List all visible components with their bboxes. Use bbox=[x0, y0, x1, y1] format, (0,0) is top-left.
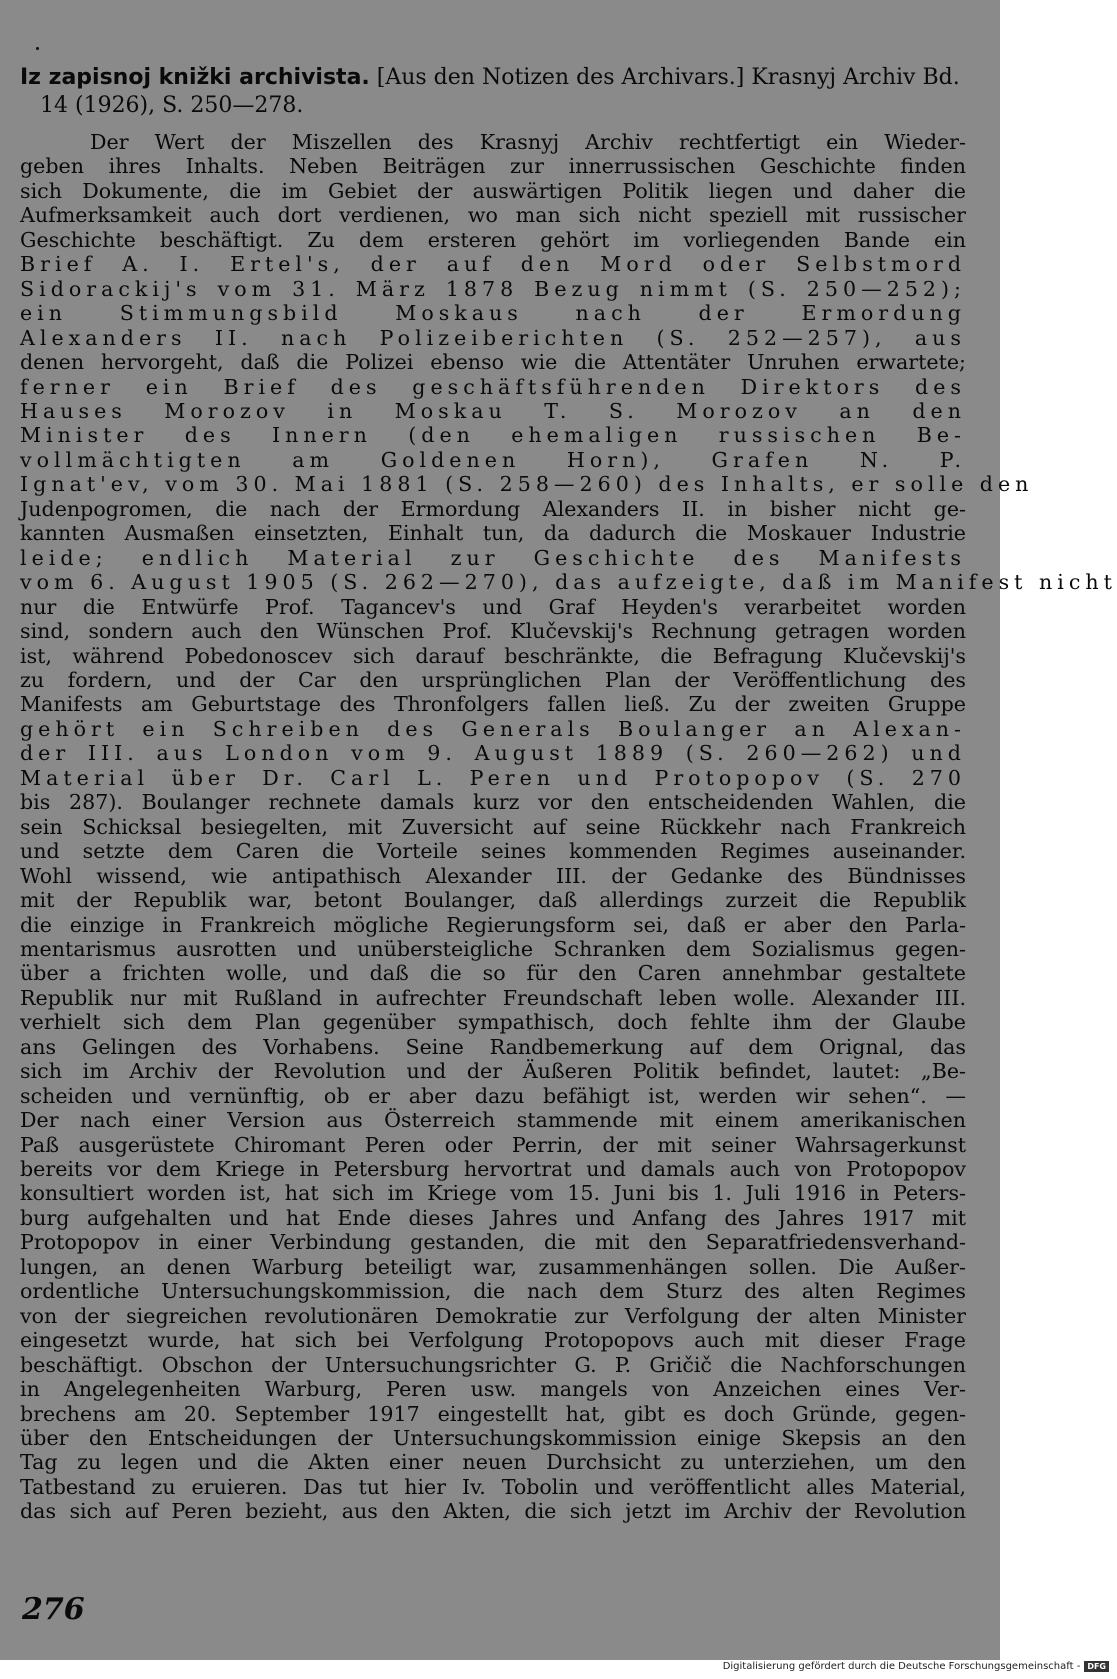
body-line: kannten Ausmaßen einsetzten, Einhalt tun, da dadurch die Moskauer Industrie bbox=[20, 521, 966, 546]
body-line: Judenpogromen, die nach der Ermordung Alexanders II. in bisher nicht ge- bbox=[20, 496, 966, 521]
footer-credit bbox=[723, 1661, 1109, 1672]
body-line: nur die Entwürfe Prof. Tagancev's und Graf Heyden's verarbeitet worden bbox=[20, 594, 966, 619]
body-line: mentarismus ausrotten und unübersteigliche Schranken dem Sozialismus gegen- bbox=[20, 936, 966, 961]
body-line: Paß ausgerüstete Chiromant Peren oder Perrin, der mit seiner Wahrsagerkunst bbox=[20, 1132, 966, 1157]
body-line: und setzte dem Caren die Vorteile seines kommenden Regimes auseinander. bbox=[20, 839, 966, 864]
body-line: in Angelegenheiten Warburg, Peren usw. mangels von Anzeichen eines Ver- bbox=[20, 1377, 966, 1402]
body-line: Material über Dr. Carl L. Peren und Protopopov (S. 270 bbox=[20, 765, 966, 790]
body-line: ein Stimmungsbild Moskaus nach der Ermordung bbox=[20, 301, 966, 326]
body-line: Geschichte beschäftigt. Zu dem ersteren gehört im vorliegenden Bande ein bbox=[20, 227, 966, 252]
body-line: denen hervorgeht, daß die Polizei ebenso wie die Attentäter Unruhen erwartete; bbox=[20, 350, 966, 375]
article-heading bbox=[20, 64, 966, 120]
body-line: zu fordern, und der Car den ursprünglichen Plan der Veröffentlichung des bbox=[20, 667, 966, 692]
body-line: Hauses Morozov in Moskau T. S. Morozov an den bbox=[20, 398, 966, 423]
page-number: 276 bbox=[22, 1592, 85, 1627]
body-line: über a frichten wolle, und daß die so für den Caren annehmbar gestaltete bbox=[20, 961, 966, 986]
body-line: Sidorackij's vom 31. März 1878 Bezug nimmt (S. 250—252); bbox=[20, 276, 966, 301]
body-line: bereits vor dem Kriege in Petersburg hervortrat und damals auch von Protopopov bbox=[20, 1157, 966, 1182]
body-line: über den Entscheidungen der Untersuchungskommission einige Skepsis an den bbox=[20, 1426, 966, 1451]
body-line: Brief A. I. Ertel's, der auf den Mord oder Selbstmord bbox=[20, 252, 966, 277]
body-line: Ignat'ev, vom 30. Mai 1881 (S. 258—260) des Inhalts, er solle den bbox=[20, 472, 1034, 497]
body-line: gehört ein Schreiben des Generals Boulanger an Alexan- bbox=[20, 716, 966, 741]
body-line: lungen, an denen Warburg beteiligt war, zusammenhängen sollen. Die Außer- bbox=[20, 1254, 966, 1279]
body-line: Aufmerksamkeit auch dort verdienen, wo man sich nicht speziell mit russischer bbox=[20, 203, 966, 228]
article-block bbox=[20, 64, 1117, 1524]
body-line: ans Gelingen des Vorhabens. Seine Randbemerkung auf dem Orignal, das bbox=[20, 1034, 966, 1059]
footer-text: Digitalisierung gefördert durch die Deutsche Forschungsgemeinschaft - bbox=[722, 1661, 1081, 1672]
heading-title: Iz zapisnoj knižki archivista. bbox=[20, 65, 370, 90]
dfg-logo: DFG bbox=[1084, 1661, 1109, 1672]
body-line: konsultiert worden ist, hat sich im Kriege vom 15. Juni bis 1. Juli 1916 in Peters- bbox=[20, 1181, 966, 1206]
body-line: verhielt sich dem Plan gegenüber sympathisch, doch fehlte ihm der Glaube bbox=[20, 1010, 966, 1035]
body-line: die einzige in Frankreich mögliche Regierungsform sei, daß er aber den Parla- bbox=[20, 912, 966, 937]
speck-mark bbox=[36, 47, 39, 50]
body-line: sich Dokumente, die im Gebiet der auswärtigen Politik liegen und daher die bbox=[20, 178, 966, 203]
body-line: geben ihres Inhalts. Neben Beiträgen zur innerrussischen Geschichte finden bbox=[20, 154, 966, 179]
body-line: Tatbestand zu eruieren. Das tut hier Iv. Tobolin und veröffentlicht alles Material, bbox=[20, 1474, 966, 1499]
body-line: Protopopov in einer Verbindung gestanden, die mit den Separatfriedensverhand- bbox=[20, 1230, 966, 1255]
body-line: sich im Archiv der Revolution und der Äußeren Politik befindet, lautet: „Be- bbox=[20, 1059, 966, 1084]
body-line: Der nach einer Version aus Österreich stammende mit einem amerikanischen bbox=[20, 1108, 966, 1133]
body-line: der III. aus London vom 9. August 1889 (S. 260—262) und bbox=[20, 741, 966, 766]
body-line: mit der Republik war, betont Boulanger, daß allerdings zurzeit die Republik bbox=[20, 888, 966, 913]
body-line: leide; endlich Material zur Geschichte des Manifests bbox=[20, 545, 966, 570]
body-line: vom 6. August 1905 (S. 262—270), das aufzeigte, daß im Manifest nicht bbox=[20, 570, 1117, 595]
body-line: ferner ein Brief des geschäftsführenden Direktors des bbox=[20, 374, 966, 399]
body-line: Minister des Innern (den ehemaligen russischen Be- bbox=[20, 423, 966, 448]
body-line: Tag zu legen und die Akten einer neuen Durchsicht zu unterziehen, um den bbox=[20, 1450, 966, 1475]
article-body bbox=[20, 130, 1117, 1524]
body-line: brechens am 20. September 1917 eingestellt hat, gibt es doch Gründe, gegen- bbox=[20, 1401, 966, 1426]
body-line: vollmächtigten am Goldenen Horn), Grafen N. P. bbox=[20, 447, 966, 472]
body-line: Manifests am Geburtstage des Thronfolgers fallen ließ. Zu der zweiten Gruppe bbox=[20, 692, 966, 717]
body-line: beschäftigt. Obschon der Untersuchungsrichter G. P. Gričič die Nachforschungen bbox=[20, 1352, 966, 1377]
body-line: Der Wert der Miszellen des Krasnyj Archiv rechtfertigt ein Wieder- bbox=[90, 130, 966, 154]
body-line: eingesetzt wurde, hat sich bei Verfolgung Protopopovs auch mit dieser Frage bbox=[20, 1328, 966, 1353]
body-line: Wohl wissend, wie antipathisch Alexander III. der Gedanke des Bündnisses bbox=[20, 863, 966, 888]
body-line: von der siegreichen revolutionären Demokratie zur Verfolgung der alten Minister bbox=[20, 1303, 966, 1328]
body-line: burg aufgehalten und hat Ende dieses Jahres und Anfang des Jahres 1917 mit bbox=[20, 1205, 966, 1230]
body-line: sein Schicksal besiegelten, mit Zuversicht auf seine Rückkehr nach Frankreich bbox=[20, 814, 966, 839]
body-line: das sich auf Peren bezieht, aus den Akten, die sich jetzt im Archiv der Revolution bbox=[20, 1499, 966, 1524]
body-line: Republik nur mit Rußland in aufrechter Freundschaft leben wolle. Alexander III. bbox=[20, 985, 966, 1010]
body-line: sind, sondern auch den Wünschen Prof. Klučevskij's Rechnung getragen worden bbox=[20, 619, 966, 644]
body-line: bis 287). Boulanger rechnete damals kurz vor den entscheidenden Wahlen, die bbox=[20, 790, 966, 815]
heading-citation: [Aus den Notizen des Archivars.] Krasnyj Archiv Bd. 14 (1926), S. 250—278. bbox=[40, 65, 960, 118]
body-line: Alexanders II. nach Polizeiberichten (S. 252—257), aus bbox=[20, 325, 966, 350]
body-line: ordentliche Untersuchungskommission, die nach dem Sturz des alten Regimes bbox=[20, 1279, 966, 1304]
body-line: ist, während Pobedonoscev sich darauf beschränkte, die Befragung Klučevskij's bbox=[20, 643, 966, 668]
body-line: scheiden und vernünftig, ob er aber dazu befähigt ist, werden wir sehen“. — bbox=[20, 1083, 966, 1108]
